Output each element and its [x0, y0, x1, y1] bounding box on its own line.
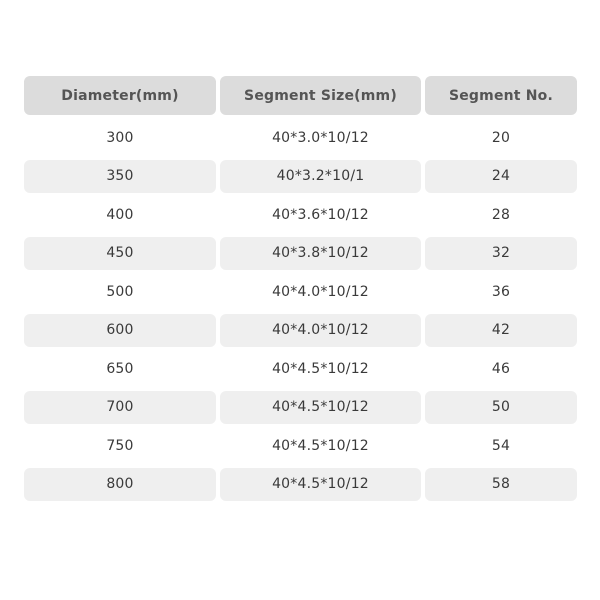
- table-row: [24, 429, 577, 462]
- diameter-cell: 600: [24, 314, 216, 347]
- table-row: [24, 237, 577, 270]
- table-row: [24, 121, 577, 154]
- diameter-cell: 750: [106, 437, 134, 454]
- spec-table: [24, 76, 577, 506]
- segment-no-cell: 50: [425, 391, 577, 424]
- diameter-cell: 300: [106, 129, 134, 146]
- segment-no-cell: 46: [491, 360, 511, 377]
- segment-no-cell: 32: [425, 237, 577, 270]
- table-row: [24, 391, 577, 424]
- segment-size-cell: 40*4.5*10/12: [220, 391, 421, 424]
- segment-no-cell: 24: [425, 160, 577, 193]
- column-header-segment-size: Segment Size(mm): [220, 76, 421, 115]
- table-row: [24, 314, 577, 347]
- diameter-cell: 450: [24, 237, 216, 270]
- table-row: [24, 468, 577, 501]
- table-header-row: [24, 76, 577, 115]
- table-row: [24, 198, 577, 231]
- segment-size-cell: 40*3.2*10/1: [220, 160, 421, 193]
- segment-size-cell: 40*3.6*10/12: [272, 206, 369, 223]
- segment-size-cell: 40*4.0*10/12: [220, 314, 421, 347]
- table-row: [24, 160, 577, 193]
- table-row: [24, 275, 577, 308]
- segment-size-cell: 40*3.8*10/12: [220, 237, 421, 270]
- segment-size-cell: 40*4.5*10/12: [272, 360, 369, 377]
- segment-no-cell: 58: [425, 468, 577, 501]
- segment-size-cell: 40*4.0*10/12: [272, 283, 369, 300]
- diameter-cell: 650: [106, 360, 134, 377]
- segment-size-cell: 40*3.0*10/12: [272, 129, 369, 146]
- segment-size-cell: 40*4.5*10/12: [272, 437, 369, 454]
- column-header-diameter: Diameter(mm): [24, 76, 216, 115]
- segment-no-cell: 54: [491, 437, 511, 454]
- diameter-cell: 500: [106, 283, 134, 300]
- segment-no-cell: 20: [491, 129, 511, 146]
- segment-no-cell: 28: [491, 206, 511, 223]
- diameter-cell: 800: [24, 468, 216, 501]
- diameter-cell: 350: [24, 160, 216, 193]
- diameter-cell: 700: [24, 391, 216, 424]
- segment-no-cell: 36: [491, 283, 511, 300]
- diameter-cell: 400: [106, 206, 134, 223]
- table-row: [24, 352, 577, 385]
- segment-size-cell: 40*4.5*10/12: [220, 468, 421, 501]
- segment-no-cell: 42: [425, 314, 577, 347]
- column-header-segment-no: Segment No.: [425, 76, 577, 115]
